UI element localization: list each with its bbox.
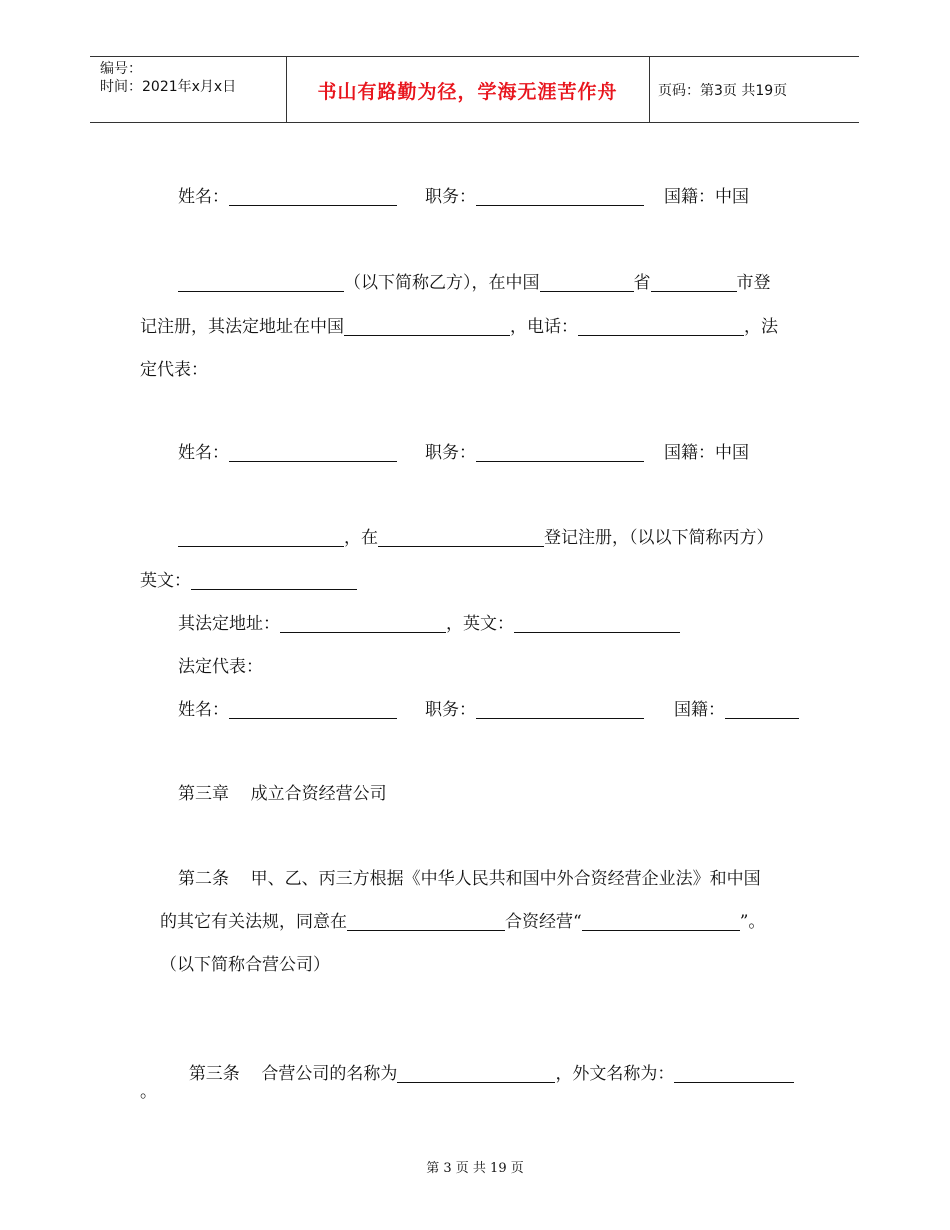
party-c-line-4: 法定代表： bbox=[178, 657, 263, 677]
header-motto: 书山有路勤为径，学海无涯苦作舟 bbox=[317, 81, 618, 103]
city-blank bbox=[651, 273, 737, 292]
party-a-rep-line bbox=[178, 185, 749, 209]
nationality-blank bbox=[725, 700, 799, 719]
header-divider-right bbox=[649, 56, 650, 122]
address-label: 其法定地址： bbox=[178, 614, 280, 634]
party-b-line-1 bbox=[178, 271, 771, 295]
venture-name-blank bbox=[582, 912, 740, 931]
nationality-label: 国籍： bbox=[674, 700, 725, 720]
party-b-line-3: 定代表： bbox=[140, 360, 208, 380]
english-label: ，英文： bbox=[446, 614, 514, 634]
party-b-text: （以下简称乙方），在中国 bbox=[344, 273, 540, 293]
page-footer: 第 3 页 共 19 页 bbox=[426, 1161, 524, 1176]
party-b-rep-line bbox=[178, 441, 749, 465]
title-blank bbox=[476, 443, 644, 462]
foreign-name-label: ，外文名称为： bbox=[555, 1064, 675, 1084]
phone-label: ，电话： bbox=[510, 317, 578, 337]
title-blank bbox=[476, 700, 644, 719]
article-2-text-3: ”。 bbox=[739, 912, 766, 932]
title-label: 职务： bbox=[425, 700, 476, 720]
article-3-line-1 bbox=[178, 1038, 794, 1086]
phone-blank bbox=[578, 317, 744, 336]
title-label: 职务： bbox=[425, 187, 476, 207]
header-page-info: 页码：第3页 共19页 bbox=[658, 83, 788, 99]
article-2-line-3: （以下简称合营公司） bbox=[160, 955, 330, 975]
chapter-heading: 第三章 成立合资经营公司 bbox=[178, 784, 387, 804]
english-blank bbox=[191, 571, 357, 590]
party-c-line-1 bbox=[178, 526, 774, 550]
title-label: 职务： bbox=[425, 443, 476, 463]
party-c-text: ，在 bbox=[344, 528, 378, 548]
nationality-label: 国籍：中国 bbox=[664, 443, 749, 463]
location-blank bbox=[347, 912, 505, 931]
name-label: 姓名： bbox=[178, 443, 229, 463]
article-3-text: 第三条 合营公司的名称为 bbox=[188, 1064, 398, 1084]
article-2-text: 的其它有关法规，同意在 bbox=[160, 912, 347, 932]
party-c-line-3 bbox=[178, 612, 680, 636]
english-label: 英文： bbox=[140, 571, 191, 591]
english-address-blank bbox=[514, 614, 680, 633]
party-b-name-blank bbox=[178, 273, 344, 292]
article-2-text-2: 合资经营“ bbox=[505, 912, 582, 932]
name-label: 姓名： bbox=[178, 700, 229, 720]
address-label: 记注册，其法定地址在中国 bbox=[140, 317, 344, 337]
party-c-registration-text: 登记注册，（以以下简称丙方） bbox=[544, 528, 774, 548]
header-meta bbox=[100, 60, 236, 96]
nationality-label: 国籍：中国 bbox=[664, 187, 749, 207]
party-c-rep-line bbox=[178, 698, 799, 722]
province-label: 省 bbox=[633, 273, 651, 293]
article-2-line-2 bbox=[160, 910, 765, 934]
name-blank bbox=[229, 443, 397, 462]
party-c-line-2 bbox=[140, 569, 357, 593]
number-label: 编号： bbox=[100, 61, 142, 77]
legal-text: ，法 bbox=[744, 317, 778, 337]
header-bottom-rule bbox=[90, 122, 859, 123]
address-blank bbox=[280, 614, 446, 633]
company-name-blank bbox=[397, 1064, 555, 1083]
foreign-name-blank bbox=[674, 1064, 794, 1083]
name-label: 姓名： bbox=[178, 187, 229, 207]
city-label: 市登 bbox=[736, 273, 771, 293]
party-c-name-blank bbox=[178, 528, 344, 547]
registration-place-blank bbox=[378, 528, 544, 547]
address-blank bbox=[344, 317, 510, 336]
article-2-line-1: 第二条 甲、乙、丙三方根据《中华人民共和国中外合资经营企业法》和中国 bbox=[178, 869, 761, 889]
title-blank bbox=[476, 187, 644, 206]
article-3-line-2: 。 bbox=[140, 1082, 157, 1102]
name-blank bbox=[229, 700, 397, 719]
header-top-rule bbox=[90, 56, 859, 57]
name-blank bbox=[229, 187, 397, 206]
time-label: 时间：2021年x月x日 bbox=[100, 79, 237, 95]
party-b-line-2 bbox=[140, 315, 778, 339]
province-blank bbox=[540, 273, 634, 292]
